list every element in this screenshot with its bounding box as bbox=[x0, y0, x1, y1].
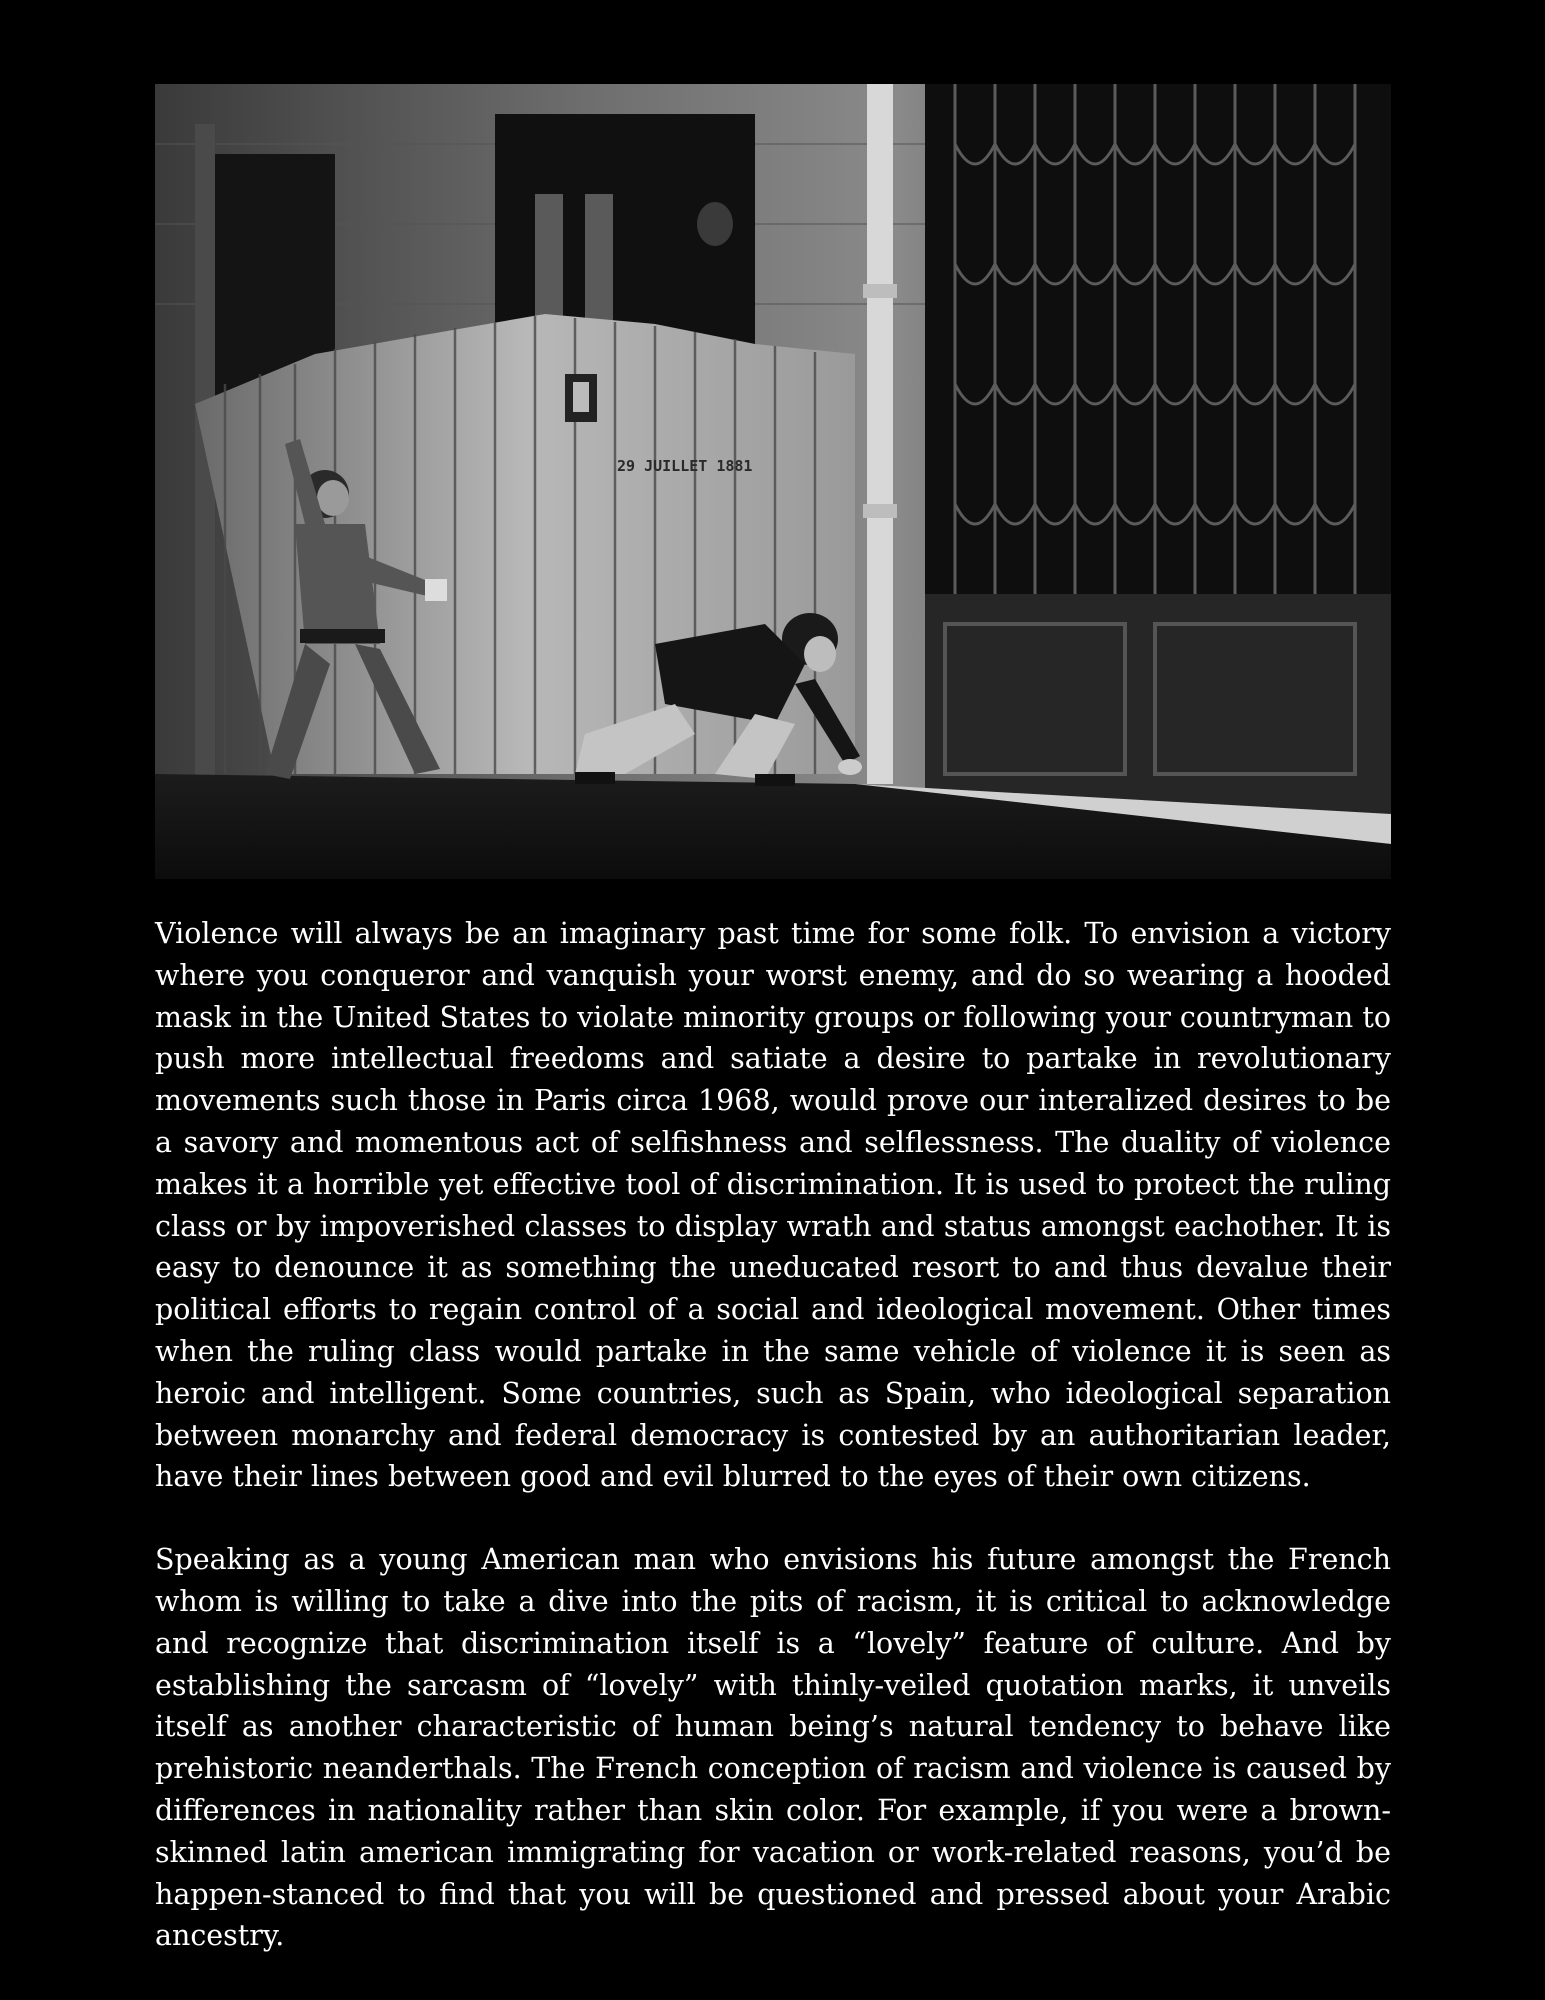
article-body bbox=[155, 913, 1391, 1957]
article-paragraph-1: Violence will always be an imaginary past time for some folk. To envision a victory where you conqueror and vanquish your worst enemy, and do so wearing a hooded mask in the United States to violate minority groups or following your countryman to push more intellectual freedoms and satiate a desire to partake in revolutionary movements such those in Paris circa 1968, would prove our interalized desires to be a savory and momentous act of selfishness and selflessness. The duality of violence makes it a horrible yet effective tool of discrimination. It is used to protect the ruling class or by impoverished classes to display wrath and status amongst eachother. It is easy to denounce it as something the uneducated resort to and thus devalue their political efforts to regain control of a social and ideological movement. Other times when the ruling class would partake in the same vehicle of violence it is seen as heroic and intelligent. Some countries, such as Spain, who ideological separation between monarchy and federal democracy is contested by an authoritarian leader, have their lines between good and evil blurred to the eyes of their own citizens. bbox=[155, 917, 1391, 1494]
street-photo-graphic bbox=[155, 84, 1391, 879]
street-photo bbox=[155, 84, 1391, 879]
page bbox=[155, 84, 1391, 1998]
article-paragraph-2: Speaking as a young American man who envisions his future amongst the French whom is willing to take a dive into the pits of racism, it is critical to acknowledge and recognize that discrimination itself is a “lovely” feature of culture. And by establishing the sarcasm of “lovely” with thinly-veiled quotation marks, it unveils itself as another characteristic of human being’s natural tendency to behave like prehistoric neanderthals. The French conception of racism and violence is caused by differences in nationality rather than skin color. For example, if you were a brown-skinned latin american immigrating for vacation or work-related reasons, you’d be happen-stanced to find that you will be questioned and pressed about your Arabic ancestry. bbox=[155, 1543, 1391, 1953]
fence-stencil-text: 29 JUILLET 1881 bbox=[617, 457, 753, 475]
